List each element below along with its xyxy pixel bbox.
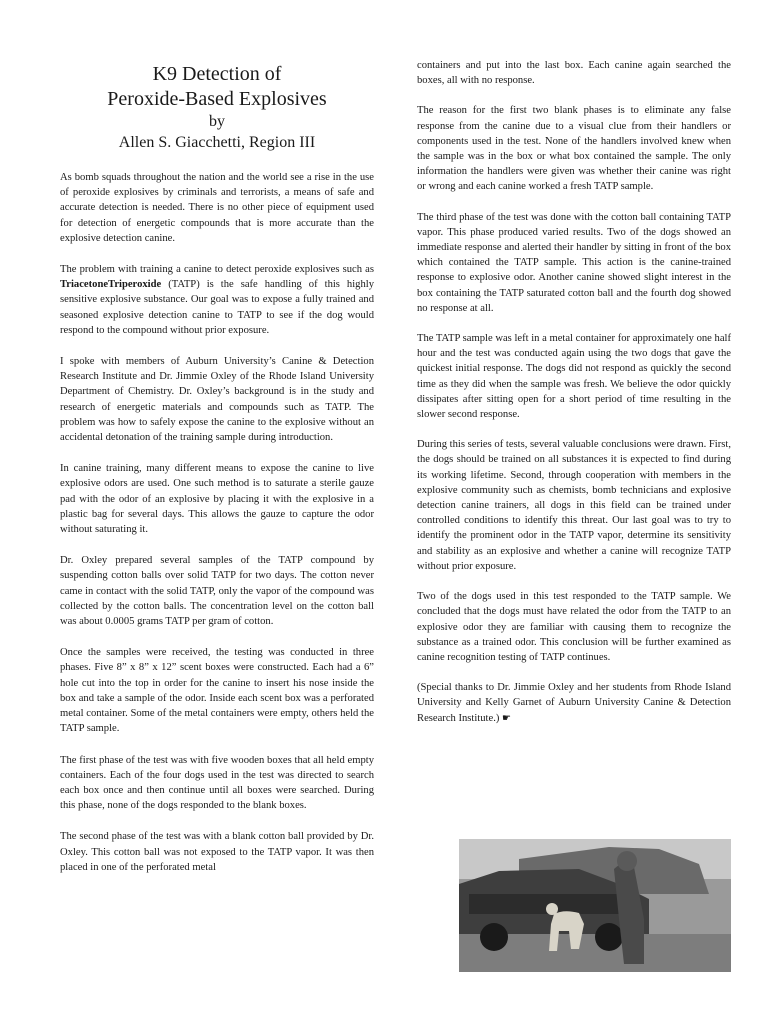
paragraph: I spoke with members of Auburn University’s Canine & Detection Research Institute and Dr. Jimmie Oxley of the Rhode Island University Department of Chemistry. Dr. Oxley’s background is in the study and research of energetic materials and compounds such as TATP. The problem was how to safely expose the canine to the explosive without an accidental detonation of the training sample during introduction. — [60, 356, 374, 444]
paragraph: As bomb squads throughout the nation and the world see a rise in the use of peroxide explosives by criminals and terrorists, a means of safe and accurate detection is needed. There is no other piece of equipment used for detection of energetic compounds that is more accurate than the explosive detection canine. — [60, 172, 374, 244]
paragraph: The third phase of the test was done with the cotton ball containing TATP vapor. This phase produced varied results. Two of the dogs showed an immediate response and alerted their handler by sitting in front of the box which contained the TATP sample. This action is the canine-trained response to explosive odor. Another canine showed slight interest in the box containing the TATP saturated cotton ball and the fourth dog showed no response at all. — [417, 211, 731, 314]
article-title — [60, 62, 374, 112]
chemical-name: TriacetoneTriperoxide — [60, 279, 162, 291]
paragraph: The first phase of the test was with five wooden boxes that all held empty containers. Each of the four dogs used in the test was directed to search each box once and then continue until all boxes were searched. During this phase, none of the dogs responded to the blank boxes. — [60, 754, 374, 812]
paragraph — [60, 262, 374, 338]
paragraph: Two of the dogs used in this test responded to the TATP sample. We concluded that the dogs must have related the odor from the TATP to an explosive odor they are familiar with causing them to recognize the substance as a trained odor. This conclusion will be further examined as canine recognition testing of TATP continues. — [417, 591, 731, 663]
author: Allen S. Giacchetti, Region III — [118, 134, 316, 151]
paragraph — [417, 680, 731, 726]
paragraph: containers and put into the last box. Each canine again searched the boxes, all with no response. — [417, 60, 731, 87]
paragraph-text: The problem with training a canine to detect peroxide explosives such as — [60, 264, 374, 276]
paragraph-text: (TATP) is the safe handling of this highly sensitive explosive substance. Our goal was to expose a fully trained and seasoned explosive detection canine to TATP to see if the dog would respond to the compound without prior exposure. — [60, 279, 374, 336]
paragraph: The second phase of the test was with a blank cotton ball provided by Dr. Oxley. This cotton ball was not exposed to the TATP vapor. It was then placed in one of the perforated metal — [60, 831, 374, 873]
paragraph: The TATP sample was left in a metal container for approximately one half hour and the test was conducted again using the two dogs that gave the quickest initial response. The dogs did not respond as quickly the second time as they did when the sample was fresh. We believe the odor quickly dissipates after sitting open for a short period of time resulting in the slower second response. — [417, 333, 731, 421]
paragraph: Dr. Oxley prepared several samples of the TATP compound by suspending cotton balls over solid TATP for two days. The cotton never came in contact with the solid TATP, only the vapor of the compound was collected by the cotton balls. The concentration level on the cotton ball was about 0.0005 grams TATP per gram of cotton. — [60, 555, 374, 628]
byline: by — [209, 113, 225, 130]
title-line-2: Peroxide-Based Explosives — [107, 88, 327, 110]
article-photo — [459, 839, 731, 972]
left-column — [60, 62, 374, 891]
title-line-1: K9 Detection of — [152, 63, 282, 85]
paragraph: During this series of tests, several valuable conclusions were drawn. First, the dogs should be trained on all substances it is expected to find during its working lifetime. Second, through cooperation with members in the explosive community such as chemists, bomb technicians and explosive detection canine trainers, all dogs in this field can be trained under controlled conditions to identify this threat. Our last goal was to try to identify the prominent odor in the TATP vapor, determine its sensitivity and stability as an explosive and whether a canine will recognize TATP without prior exposure. — [417, 439, 731, 572]
paragraph: In canine training, many different means to expose the canine to live explosive odors are used. One such method is to saturate a sterile gauze pad with the odor of an explosive by placing it with the explosive in a plastic bag for several days. This allows the gauze to capture the odor without saturating it. — [60, 463, 374, 536]
right-column — [417, 58, 731, 741]
end-mark-icon: ☛ — [502, 712, 511, 724]
paragraph: Once the samples were received, the testing was conducted in three phases. Five 8” x 8” x 12” scent boxes were constructed. Each had a 6” hole cut into the top in order for the canine to insert his nose inside the box and take a sample of the odor. Inside each scent box was a perforated metal container. Some of the metal containers were empty, others held the TATP sample. — [60, 647, 374, 735]
acknowledgment-text: (Special thanks to Dr. Jimmie Oxley and her students from Rhode Island University and Kelly Garnet of Auburn University Canine & Detection Research Institute.) — [417, 682, 731, 724]
paragraph: The reason for the first two blank phases is to eliminate any false response from the canine due to a visual clue from their handlers or components used in the test. None of the handlers involved knew when the sample was in the box or what box contained the sample. The only information the handlers were given was whether their canine was right or wrong and each canine worked a fresh TATP sample. — [417, 105, 731, 193]
